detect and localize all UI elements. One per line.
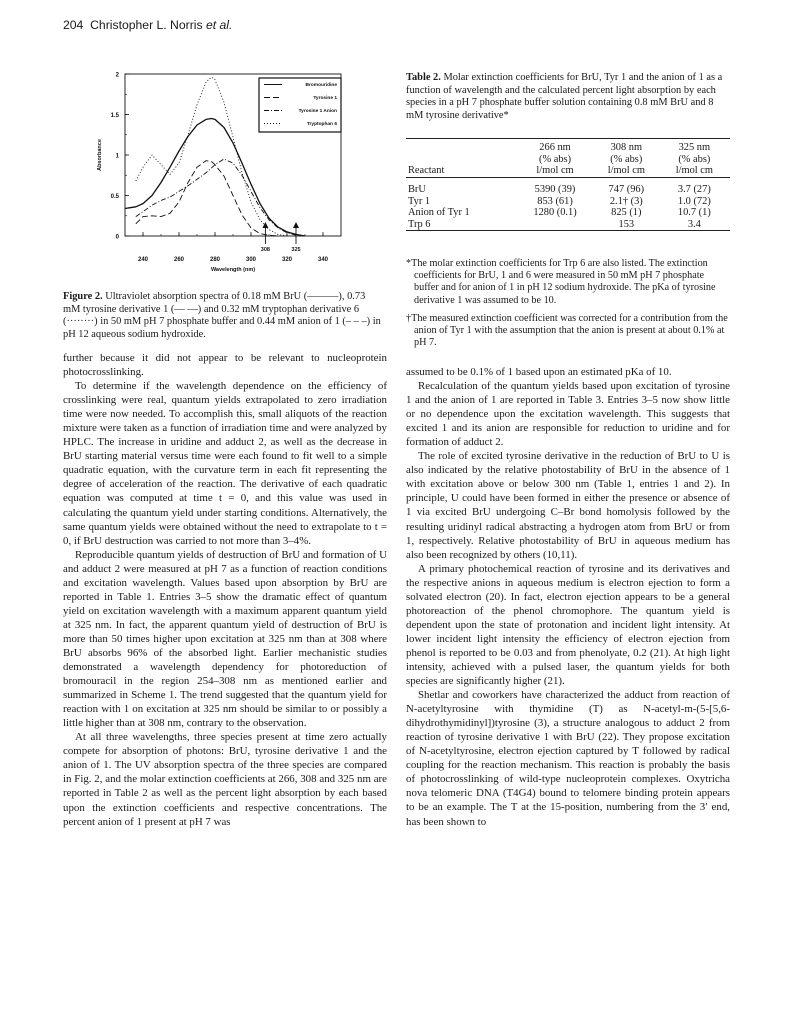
y-tick-label: 1.5	[110, 113, 119, 119]
col-header-266: 266 nm (% abs) l/mol cm	[536, 142, 574, 177]
x-tick-label: 300	[245, 257, 257, 263]
x-axis-label: Wavelength (nm)	[210, 267, 256, 273]
table-row: BrU 5390 (39) 747 (96) 3.7 (27)	[408, 184, 711, 195]
figure-caption	[63, 291, 383, 341]
table-caption-text: Molar extinction coefficients for BrU, Tyr 1 and the anion of 1 as a function of wavelength and the calculated percent light absorption by each species in a pH 7 phosphate buffer solution containing 0.8 mM BrU and 8 mM tyrosine derivative*	[406, 72, 723, 121]
arrow-label: 325	[291, 247, 301, 253]
legend-label: Tyrosine 1 Anion	[298, 109, 337, 114]
paragraph: To determine if the wavelength dependence on the efficiency of crosslinking were real, quantum yields extrapolated to zero irradiation time were now needed. To accomplish this, small aliquots of the reaction mixture were taken as a function of irradiation time and were analyzed by HPLC. The increase in uridine and adduct 2, as well as the decrease in BrU starting material versus time were each found to fit well to a simple quadratic equation, with the curvature term in each fit representing the degree of acceleration of the reaction. The derivative of each quadratic equation was computed at time t = 0, and this value was used in calculating the quantum yield under starting conditions. Alternatively, the same quantum yields were obtained without the need to extrapolate to t = 0, if BrU destruction was carried to not more than 3–4%.	[63, 380, 387, 547]
table-footnotes	[406, 258, 730, 349]
paragraph: Reproducible quantum yields of destruction of BrU and formation of U and adduct 2 were measured at pH 7 as a function of reaction conditions and excitation wavelength. Values based upon absorption by BrU are reported in Table 1. Entries 3–5 show the dramatic effect of quantum yield on excitation wavelength with a maximum apparent quantum yield at 325 nm. In fact, the apparent quantum yield of destruction of BrU is more than 50 times higher upon excitation at 325 nm than at 308 where BrU absorbs 96% of the absorbed light. Earlier mechanistic studies demonstrated a wavelength dependency for photoreduction of bromouracil in the region 254–308 nm as mentioned earlier and summarized in Scheme 1. The trend suggested that the quantum yield for reaction with 1 on excitation at 325 nm should be similar to or possibly a little higher than at 308 nm, contrary to the observation.	[63, 548, 387, 730]
x-tick-label: 320	[281, 257, 293, 263]
body-column-left	[63, 351, 387, 829]
x-tick-label: 240	[137, 257, 149, 263]
paragraph: At all three wavelengths, three species present at time zero actually compete for absorption of photons: BrU, tyrosine derivative 1 and the anion of 1. The UV absorption spectra of the three species are compared in Fig. 2, and the molar extinction coefficients at 266, 308 and 325 nm are reported in Table 2 as well as the percent light absorption by each based upon the extinction coefficients and respective concentrations. The percent anion of 1 present at pH 7 was	[63, 731, 387, 828]
absorption-spectra-chart	[63, 64, 363, 288]
figure-caption-text: Ultraviolet absorption spectra of 0.18 mM BrU (———), 0.73 mM tyrosine derivative 1 (— —) and 0.32 mM tryptophan derivative 6 (········) in 50 mM pH 7 phosphate buffer and 0.44 mM anion of 1 (– – –) in pH 12 aqueous sodium hydroxide.	[63, 291, 381, 340]
y-tick-label: 1	[115, 153, 119, 160]
x-tick-label: 340	[317, 257, 329, 263]
body-column-right	[406, 365, 730, 829]
y-tick-label: 0.5	[110, 194, 119, 200]
series-line	[125, 119, 305, 237]
x-tick-label: 260	[173, 257, 185, 263]
table-row: Anion of Tyr 1 1280 (0.1) 825 (1) 10.7 (1)	[408, 207, 711, 219]
paragraph: assumed to be 0.1% of 1 based upon an estimated pKa of 10.	[406, 366, 672, 378]
page-number: 204	[63, 18, 84, 32]
paragraph: A primary photochemical reaction of tyrosine and its derivatives and the respective anions in aqueous medium is electron ejection to form a solvated electron (20). In fact, electron ejection appears to be a general photoreaction of the phenol chromophore. The quantum yield is dependent upon the state of protonation and incident light intensity. At lower incident light intensity the efficiency of electron ejection from phenol is reported to be 0.03 and from phenolyate, 0.2 (21). At high light intensity, achieved with a pulsed laser, the quantum yields for both species are significantly higher (21).	[406, 562, 730, 688]
figure-label: Figure 2.	[63, 291, 103, 302]
legend-label: Tryptophan 6	[306, 122, 337, 127]
y-tick-label: 0	[115, 234, 119, 241]
table-caption	[406, 72, 730, 122]
table-row: Trp 6 153 3.4	[408, 218, 701, 230]
table-label: Table 2.	[406, 72, 441, 83]
running-header-authors: Christopher L. Norris et al.	[90, 18, 233, 32]
paragraph: Recalculation of the quantum yields based upon excitation of tyrosine 1 and the anion of 1 are reported in Table 3. Entries 3–5 now show little or no dependence upon the excitation wavelength. This suggests that excited 1 and its anion are responsible for reduction to uridine and for formation of adduct 2.	[406, 380, 730, 449]
paragraph: further because it did not appear to be relevant to nucleoprotein photocrosslinking.	[63, 352, 387, 379]
extinction-table	[406, 138, 730, 235]
col-header-308: 308 nm (% abs) l/mol cm	[607, 142, 645, 177]
col-header-reactant: Reactant	[408, 165, 445, 177]
chart-legend	[259, 78, 341, 132]
running-header	[63, 18, 232, 32]
col-header-325: 325 nm (% abs) l/mol cm	[675, 142, 713, 177]
arrow-label: 308	[260, 247, 270, 253]
table-footnote-star: *The molar extinction coefficients for Trp 6 are also listed. The extinction coefficients for BrU, 1 and 6 were measured in 50 mM pH 7 phosphate buffer and for anion of 1 in pH 12 sodium hydroxide. The pKa of tyrosine derivative 1 was assumed to be 10.	[406, 258, 716, 306]
arrowhead	[293, 222, 299, 228]
table-footnote-dagger: †The measured extinction coefficient was corrected for a contribution from the anion of Tyr 1 with the assumption that the anion is present at about 0.1% at pH 7.	[406, 312, 728, 349]
arrowhead	[262, 222, 268, 228]
table-row: Tyr 1 853 (61) 2.1† (3) 1.0 (72)	[408, 195, 711, 207]
y-axis-label: Absorbance	[97, 139, 103, 171]
series-line	[136, 159, 296, 235]
y-tick-label: 2	[115, 72, 119, 79]
legend-label: Bromouridine	[305, 83, 337, 88]
paragraph: Shetlar and coworkers have characterized the adduct from reaction of N-acetyltyrosine with thymidine (T) as N-acetyl-m-(5-[5,6-dihydrothymidinyl])tyrosine (3), a structure analogous to adduct 2 from reaction of tyrosine derivative 1 with BrU (22). They propose excitation of N-acetyltyrosine, electron ejection captured by T followed by radical coupling for the reaction mechanism. This reaction is probably the basis of photocrosslinking of wild-type nucleoprotein complexes. Oxytricha nova telomeric DNA (T4G4) bound to telomere binding protein appears to be an example. The T at the 15-position, numbering from the 3′ end, has been shown to	[406, 689, 730, 828]
paragraph: The role of excited tyrosine derivative in the reduction of BrU to U is also indicated by the relative photostability of BrU in the absence of 1 with excitation above or below 300 nm (Table 1, entries 1 and 2). In principle, U could have been formed in either the presence or absence of 1 via excited BrU undergoing C–Br bond homolysis followed by the resulting uridinyl radical abstracting a hydrogen atom from BrU or from 1, respectively. Relative photostability of BrU in aqueous medium has also been recognized by others (10,11).	[406, 450, 730, 561]
x-tick-label: 280	[209, 257, 221, 263]
legend-label: Tyrosine 1	[313, 96, 337, 101]
